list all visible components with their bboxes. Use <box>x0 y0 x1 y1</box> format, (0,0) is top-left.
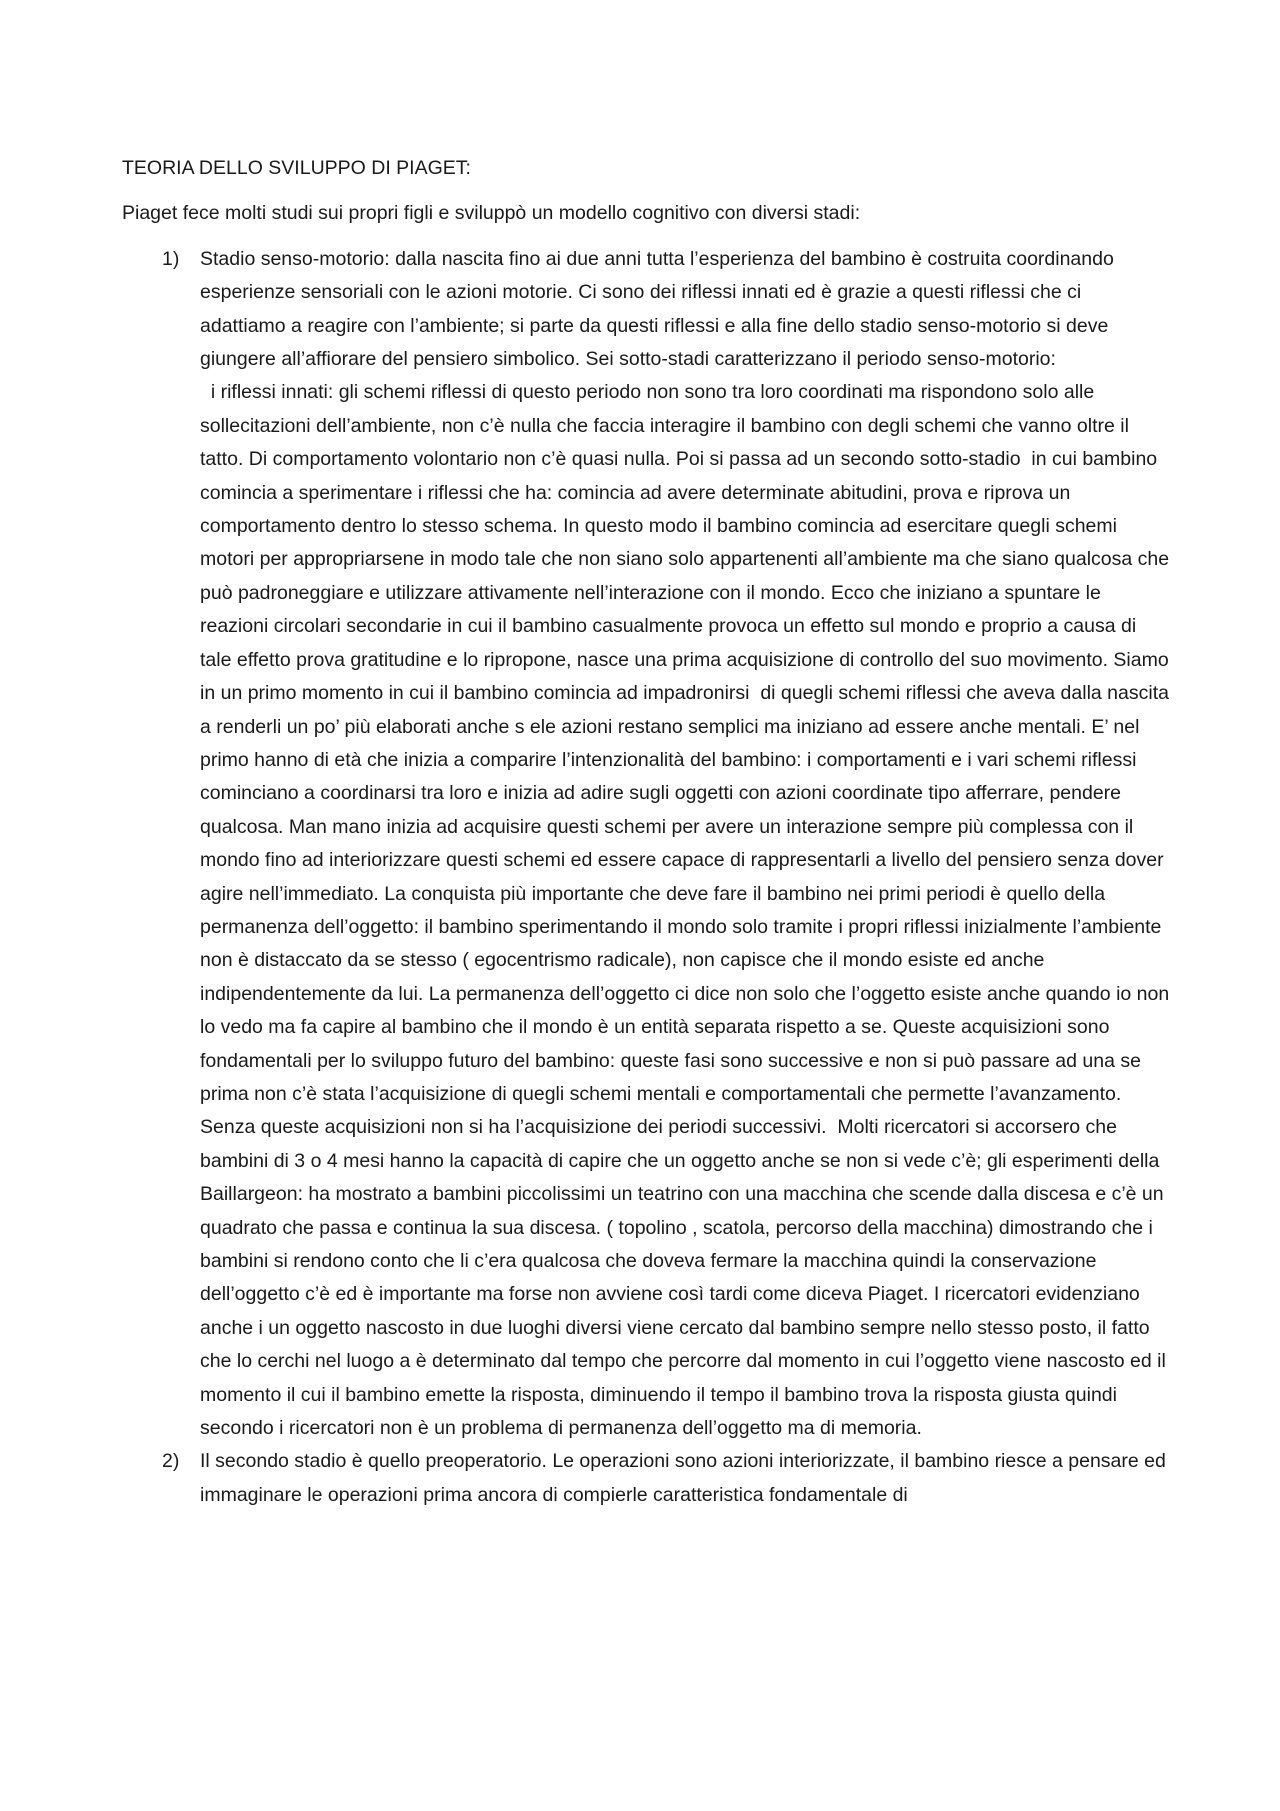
stage-item-2 <box>122 1445 1172 1512</box>
stage-paragraph: i riflessi innati: gli schemi riflessi di questo periodo non sono tra loro coordinati ma rispondono solo alle sollecitazioni dell’ambiente, non c’è nulla che faccia interagire il bambino con degli schemi che vanno oltre il tatto. Di comportamento volontario non c’è quasi nulla. Poi si passa ad un secondo sotto-stadio in cui bambino comincia a sperimentare i riflessi che ha: comincia ad avere determinate abitudini, prova e riprova un comportamento dentro lo stesso schema. In questo modo il bambino comincia ad esercitare quegli schemi motori per appropriarsene in modo tale che non siano solo appartenenti all’ambiente ma che siano qualcosa che può padroneggiare e utilizzare attivamente nell’interazione con il mondo. Ecco che iniziano a spuntare le reazioni circolari secondarie in cui il bambino casualmente provoca un effetto sul mondo e proprio a causa di tale effetto prova gratitudine e lo ripropone, nasce una prima acquisizione di controllo del suo movimento. Siamo in un primo momento in cui il bambino comincia ad impadronirsi di quegli schemi riflessi che aveva dalla nascita a renderli un po’ più elaborati anche s ele azioni restano semplici ma iniziano ad essere anche mentali. E’ nel primo hanno di età che inizia a comparire l’intenzionalità del bambino: i comportamenti e i vari schemi riflessi cominciano a coordinarsi tra loro e inizia ad adire sugli oggetti con azioni coordinate tipo afferrare, pendere qualcosa. Man mano inizia ad acquisire questi schemi per avere un interazione sempre più complessa con il mondo fino ad interiorizzare questi schemi ed essere capace di rappresentarli a livello del pensiero senza dover agire nell’immediato. La conquista più importante che deve fare il bambino nei primi periodi è quello della permanenza dell’oggetto: il bambino sperimentando il mondo solo tramite i propri riflessi inizialmente l’ambiente non è distaccato da se stesso ( egocentrismo radicale), non capisce che il mondo esiste ed anche indipendentemente da lui. La permanenza dell’oggetto ci dice non solo che l’oggetto esiste anche quando io non lo vedo ma fa capire al bambino che il mondo è un entità separata rispetto a se. Queste acquisizioni sono fondamentali per lo sviluppo futuro del bambino: queste fasi sono successive e non si può passare ad una se prima non c’è stata l’acquisizione di quegli schemi mentali e comportamentali che permette l’avanzamento. Senza queste acquisizioni non si ha l’acquisizione dei periodi successivi. Molti ricercatori si accorsero che bambini di 3 o 4 mesi hanno la capacità di capire che un oggetto anche se non si vede c’è; gli esperimenti della Baillargeon: ha mostrato a bambini piccolissimi un teatrino con una macchina che scende dalla discesa e c’è un quadrato che passa e continua la sua discesa. ( topolino , scatola, percorso della macchina) dimostrando che i bambini si rendono conto che li c’era qualcosa che doveva fermare la macchina quindi la conservazione dell’oggetto c’è ed è importante ma forse non avviene così tardi come diceva Piaget. I ricercatori evidenziano anche i un oggetto nascosto in due luoghi diversi viene cercato dal bambino sempre nello stesso posto, il fatto che lo cerchi nel luogo a è determinato dal tempo che percorre dal momento in cui l’oggetto viene nascosto ed il momento il cui il bambino emette la risposta, diminuendo il tempo il bambino trova la risposta giusta quindi secondo i ricercatori non è un problema di permanenza dell’oggetto ma di memoria. <box>200 381 1175 1440</box>
stage-number: 1) <box>162 247 180 270</box>
stage-item-1 <box>122 243 1175 1446</box>
stages-list <box>122 243 1175 1512</box>
stage-paragraph: Il secondo stadio è quello preoperatorio. Le operazioni sono azioni interiorizzate, il bambino riesce a pensare ed immaginare le operazioni prima ancora di compierle caratteristica fondamentale di <box>200 1450 1166 1506</box>
stage-text <box>200 1445 1172 1512</box>
document-body <box>122 152 1175 1512</box>
stage-text <box>200 243 1175 1446</box>
intro-paragraph: Piaget fece molti studi sui propri figli e sviluppò un modello cognitivo con diversi stadi: <box>122 202 861 225</box>
stage-paragraph: Stadio senso-motorio: dalla nascita fino ai due anni tutta l’esperienza del bambino è costruita coordinando esperienze sensoriali con le azioni motorie. Ci sono dei riflessi innati ed è grazie a questi riflessi che ci adattiamo a reagire con l’ambiente; si parte da questi riflessi e alla fine dello stadio senso-motorio si deve giungere all’affiorare del pensiero simbolico. Sei sotto-stadi caratterizzano il periodo senso-motorio: <box>200 247 1120 371</box>
document-title: TEORIA DELLO SVILUPPO DI PIAGET: <box>122 157 471 179</box>
stage-number: 2) <box>162 1450 180 1473</box>
